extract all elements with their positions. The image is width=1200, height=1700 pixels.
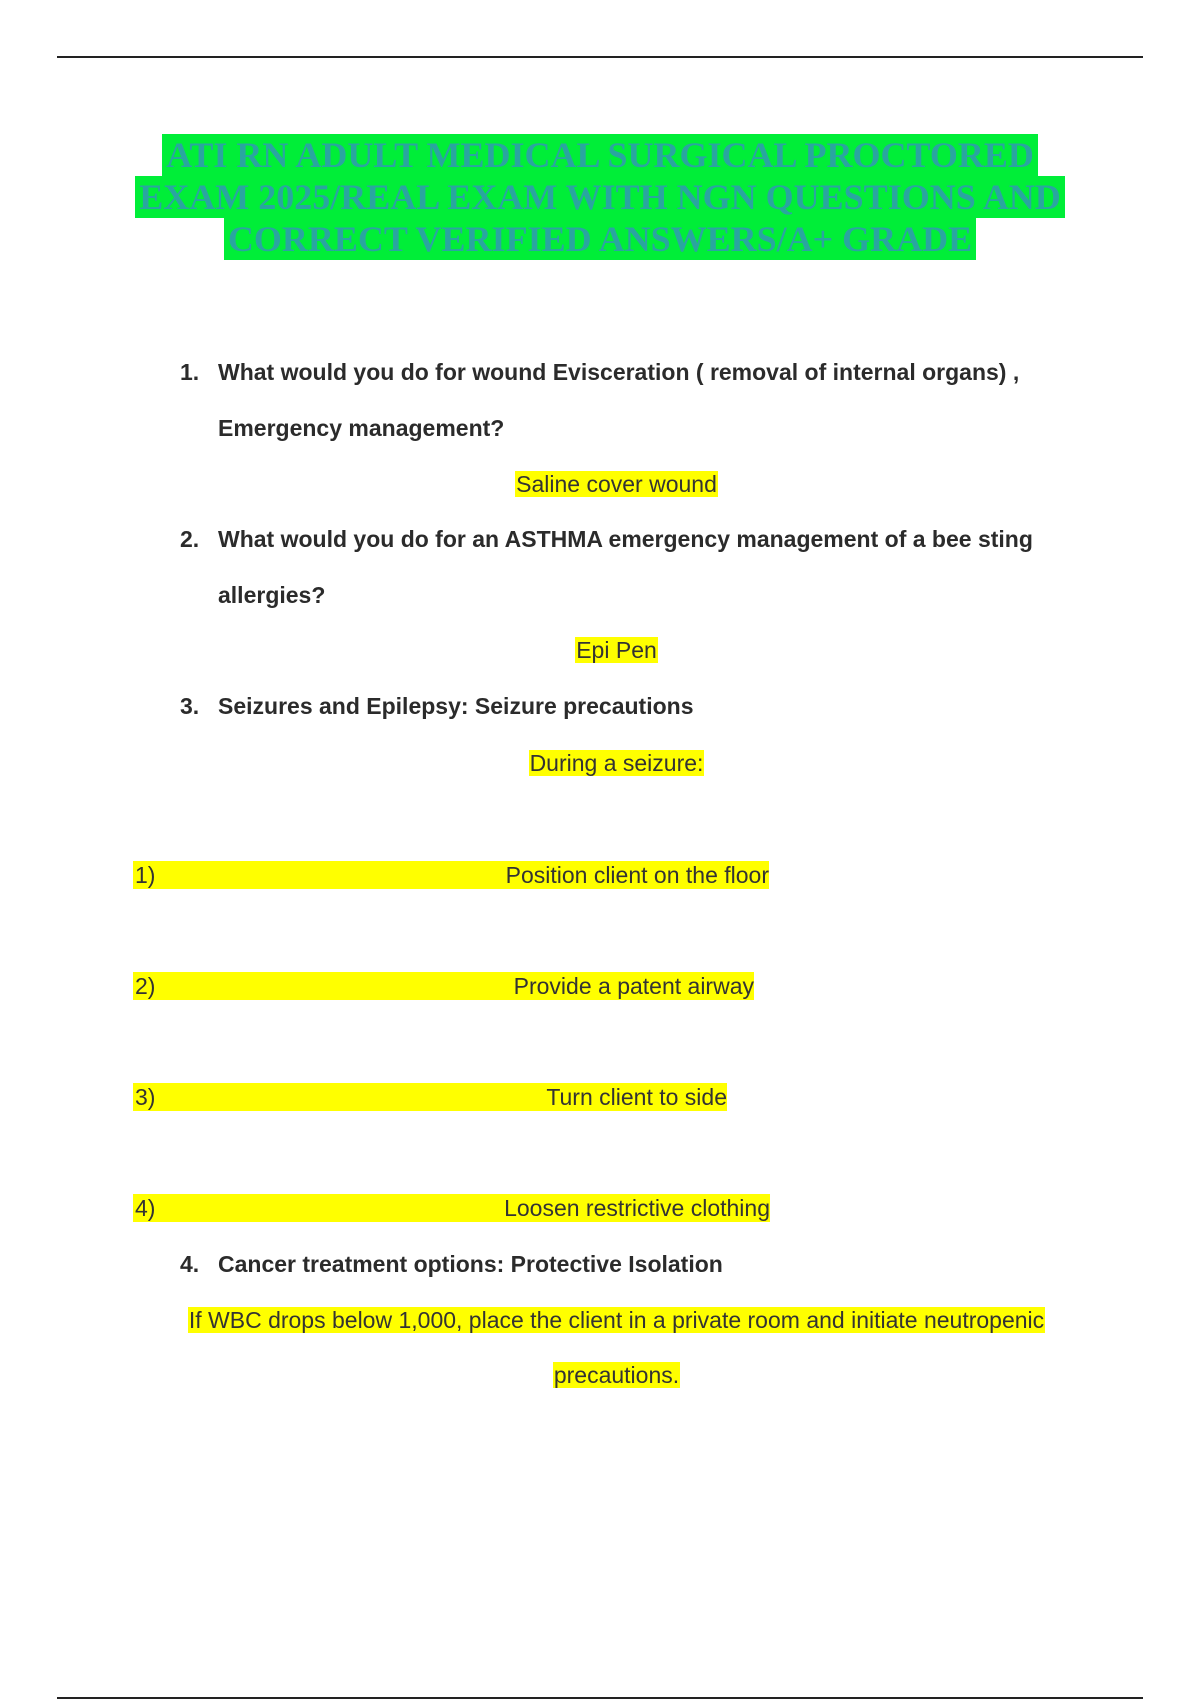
question-3 bbox=[180, 692, 694, 720]
title-line: CORRECT VERIFIED ANSWERS/A+ GRADE bbox=[224, 218, 976, 260]
question-text: What would you do for wound Evisceration ( removal of internal organs) , bbox=[218, 359, 1020, 385]
seizure-step bbox=[133, 1194, 770, 1222]
answer-text: precautions. bbox=[553, 1362, 680, 1388]
seizure-step bbox=[133, 861, 769, 889]
header-rule bbox=[57, 56, 1143, 58]
step-text: Position client on the floor bbox=[505, 862, 769, 888]
question-2 bbox=[180, 525, 1033, 553]
question-2-continued: allergies? bbox=[218, 582, 326, 608]
answer-4-line-2 bbox=[0, 1361, 1200, 1389]
question-text: Cancer treatment options: Protective Isolation bbox=[218, 1251, 723, 1277]
answer-2 bbox=[0, 636, 1200, 664]
step-text: Turn client to side bbox=[546, 1084, 727, 1110]
seizure-step bbox=[133, 1083, 727, 1111]
answer-4-line-1 bbox=[0, 1306, 1200, 1334]
step-number: 2) bbox=[135, 973, 156, 999]
step-text: Provide a patent airway bbox=[513, 973, 754, 999]
title-line: ATI RN ADULT MEDICAL SURGICAL PROCTORED bbox=[162, 134, 1038, 176]
question-4 bbox=[180, 1250, 723, 1278]
answer-text: Epi Pen bbox=[576, 637, 657, 663]
footer-rule bbox=[57, 1697, 1143, 1699]
step-number: 1) bbox=[135, 862, 156, 888]
answer-text: If WBC drops below 1,000, place the client in a private room and initiate neutropenic bbox=[188, 1307, 1045, 1333]
question-number: 4. bbox=[180, 1251, 200, 1277]
question-number: 3. bbox=[180, 693, 200, 719]
answer-1 bbox=[0, 470, 1200, 498]
question-1-continued: Emergency management? bbox=[218, 415, 505, 441]
step-number: 4) bbox=[135, 1195, 156, 1221]
document-title bbox=[100, 134, 1100, 260]
question-number: 1. bbox=[180, 359, 200, 385]
question-text: What would you do for an ASTHMA emergency management of a bee sting bbox=[218, 526, 1033, 552]
question-1 bbox=[180, 358, 1019, 386]
title-line: EXAM 2025/REAL EXAM WITH NGN QUESTIONS AND bbox=[135, 176, 1064, 218]
answer-text: During a seizure: bbox=[529, 750, 704, 776]
answer-text: Saline cover wound bbox=[516, 471, 717, 497]
answer-3 bbox=[0, 749, 1200, 777]
step-text: Loosen restrictive clothing bbox=[504, 1195, 770, 1221]
question-number: 2. bbox=[180, 526, 200, 552]
seizure-step bbox=[133, 972, 754, 1000]
question-text: Seizures and Epilepsy: Seizure precautions bbox=[218, 693, 694, 719]
step-number: 3) bbox=[135, 1084, 156, 1110]
